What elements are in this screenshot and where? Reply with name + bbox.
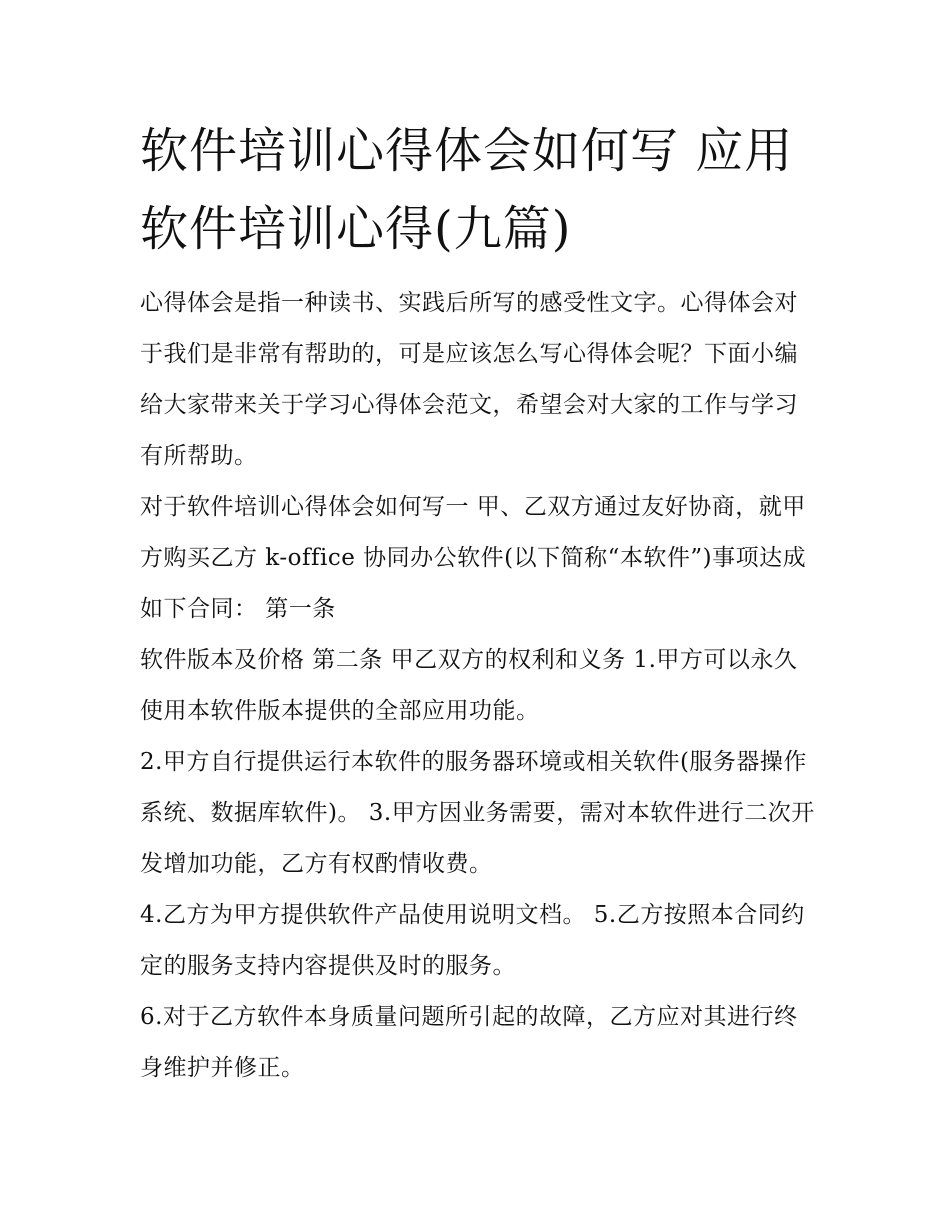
- paragraph-clause-4-5: 4.乙方为甲方提供软件产品使用说明文档。 5.乙方按照本合同约定的服务支持内容提供及时的服务。: [140, 902, 805, 979]
- paragraph-intro: 心得体会是指一种读书、实践后所写的感受性文字。心得体会对于我们是非常有帮助的，可是应该怎么写心得体会呢？下面小编给大家带来关于学习心得体会范文，希望会对大家的工作与学习有所帮助。: [140, 290, 798, 469]
- paragraph-clause-6: 6.对于乙方软件本身质量问题所引起的故障，乙方应对其进行终身维护并修正。: [140, 1004, 798, 1081]
- paragraph-clause-1: 软件版本及价格 第二条 甲乙双方的权利和义务 1.甲方可以永久使用本软件版本提供的全部应用功能。: [140, 647, 798, 724]
- paragraph-clause-2-3: 2.甲方自行提供运行本软件的服务器环境或相关软件(服务器操作系统、数据库软件)。 3.甲方因业务需要，需对本软件进行二次开发增加功能，乙方有权酌情收费。: [140, 749, 815, 877]
- document-title: 软件培训心得体会如何写 应用软件培训心得(九篇): [140, 123, 794, 257]
- paragraph-contract-intro: 对于软件培训心得体会如何写一 甲、乙双方通过友好协商，就甲方购买乙方 k-office 协同办公软件(以下简称“本软件”)事项达成如下合同： 第一条: [140, 494, 807, 622]
- document-page: [140, 112, 820, 1094]
